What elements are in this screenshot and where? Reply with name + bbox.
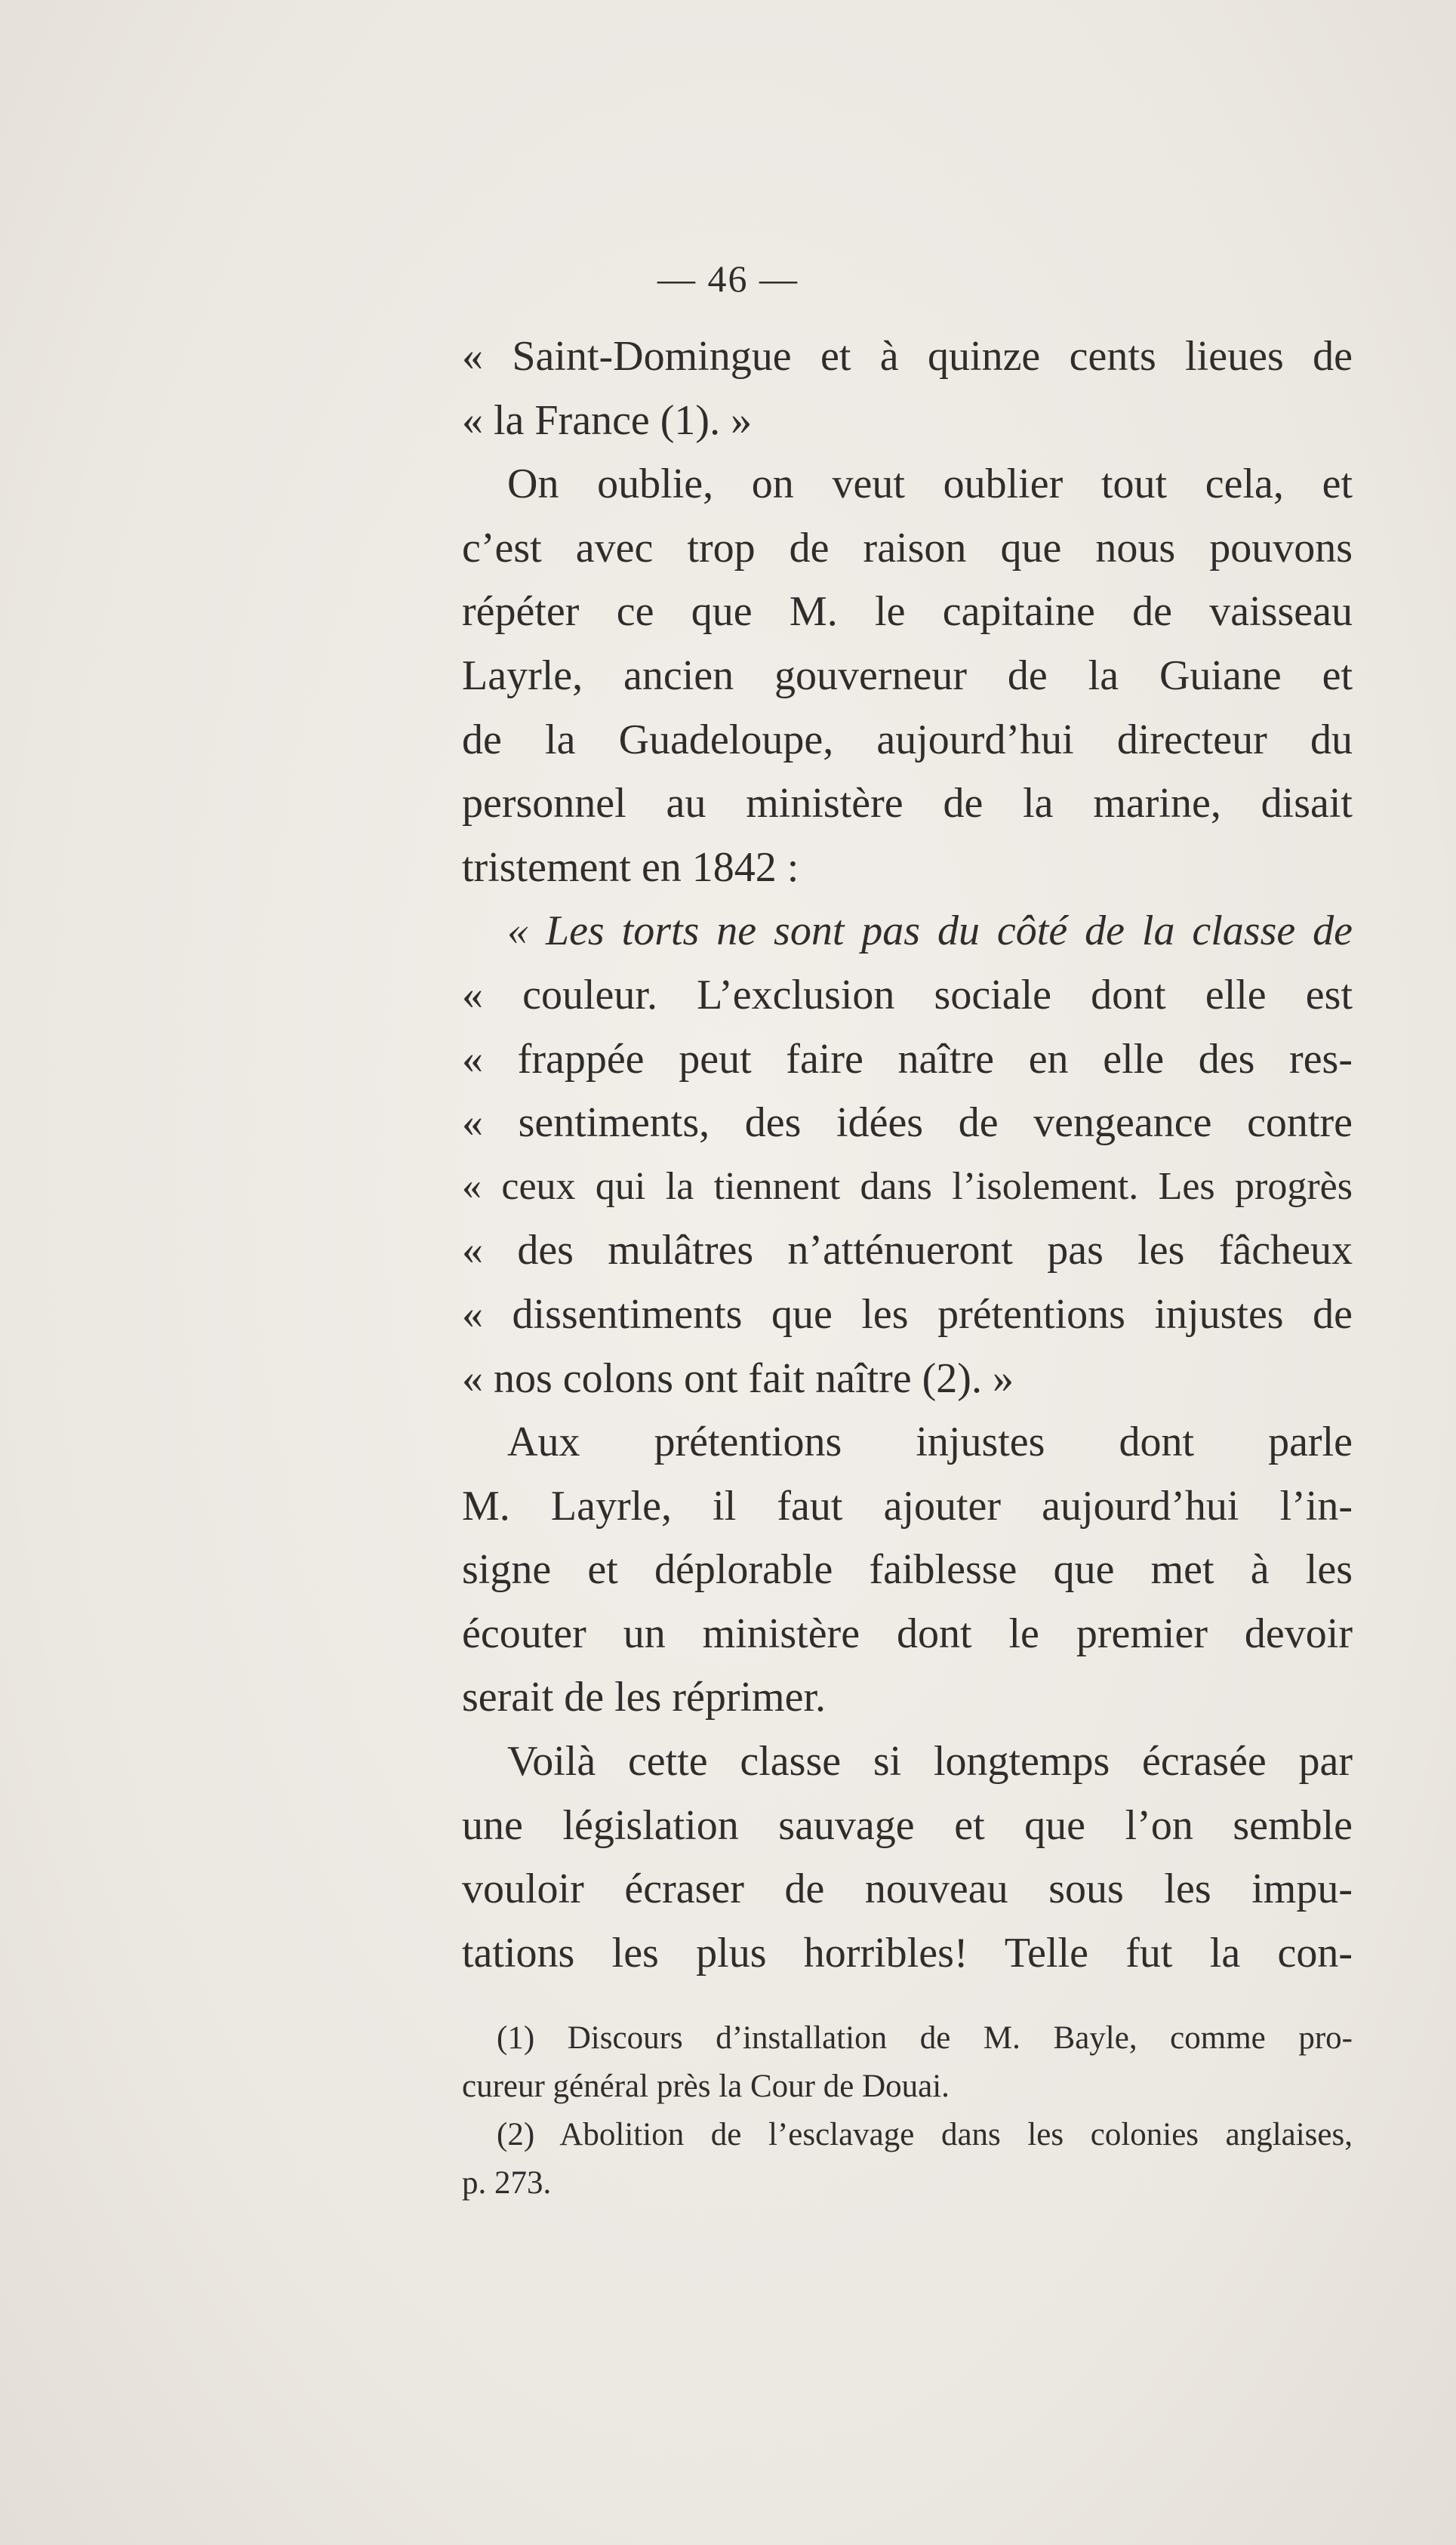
text-line: « dissentiments que les prétentions injustes de bbox=[462, 1290, 1353, 1338]
body-text bbox=[462, 325, 1353, 1985]
page-number: — 46 — bbox=[657, 257, 799, 300]
text-line: Layrle, ancien gouverneur de la Guiane et bbox=[462, 652, 1353, 699]
text-line: c’est avec trop de raison que nous pouvons bbox=[462, 524, 1353, 572]
footnotes bbox=[462, 2014, 1353, 2208]
text-line: « couleur. L’exclusion sociale dont elle est bbox=[462, 971, 1353, 1018]
text-line: Voilà cette classe si longtemps écrasée par bbox=[507, 1738, 1353, 1786]
text-line: « la France (1). » bbox=[462, 396, 753, 444]
footnote-line: (1) Discours d’installation de M. Bayle, comme pro- bbox=[497, 2020, 1353, 2056]
text-line: vouloir écraser de nouveau sous les impu- bbox=[462, 1866, 1353, 1913]
text-line: M. Layrle, il faut ajouter aujourd’hui l’in- bbox=[462, 1482, 1353, 1530]
text-line: « Les torts ne sont pas du côté de la classe de bbox=[507, 907, 1353, 955]
text-line: « frappée peut faire naître en elle des res- bbox=[462, 1035, 1353, 1083]
text-line: « ceux qui la tiennent dans l’isolement. Les progrès bbox=[462, 1164, 1353, 1208]
text-line: écouter un ministère dont le premier devoir bbox=[462, 1610, 1353, 1657]
text-line: personnel au ministère de la marine, disait bbox=[462, 780, 1353, 827]
text-line: Aux prétentions injustes dont parle bbox=[507, 1419, 1353, 1466]
text-line: répéter ce que M. le capitaine de vaisseau bbox=[462, 588, 1353, 636]
text-line: de la Guadeloupe, aujourd’hui directeur du bbox=[462, 716, 1353, 763]
text-line: signe et déplorable faiblesse que met à les bbox=[462, 1546, 1353, 1594]
text-line: une législation sauvage et que l’on semble bbox=[462, 1801, 1353, 1849]
text-line: « nos colons ont fait naître (2). » bbox=[462, 1354, 1014, 1402]
text-line: « des mulâtres n’atténueront pas les fâcheux bbox=[462, 1227, 1353, 1274]
text-line: tristement en 1842 : bbox=[462, 843, 799, 891]
footnote-line: p. 273. bbox=[462, 2165, 552, 2201]
text-line: On oublie, on veut oublier tout cela, et bbox=[507, 461, 1353, 508]
text-line: « Saint-Domingue et à quinze cents lieues de bbox=[462, 333, 1353, 380]
footnote-line: cureur général près la Cour de Douai. bbox=[462, 2069, 950, 2104]
text-line: serait de les réprimer. bbox=[462, 1674, 827, 1721]
text-line: « sentiments, des idées de vengeance contre bbox=[462, 1099, 1353, 1147]
text-line: tations les plus horribles! Telle fut la con- bbox=[462, 1929, 1353, 1977]
footnote-line: (2) Abolition de l’esclavage dans les colonies anglaises, bbox=[497, 2117, 1353, 2152]
